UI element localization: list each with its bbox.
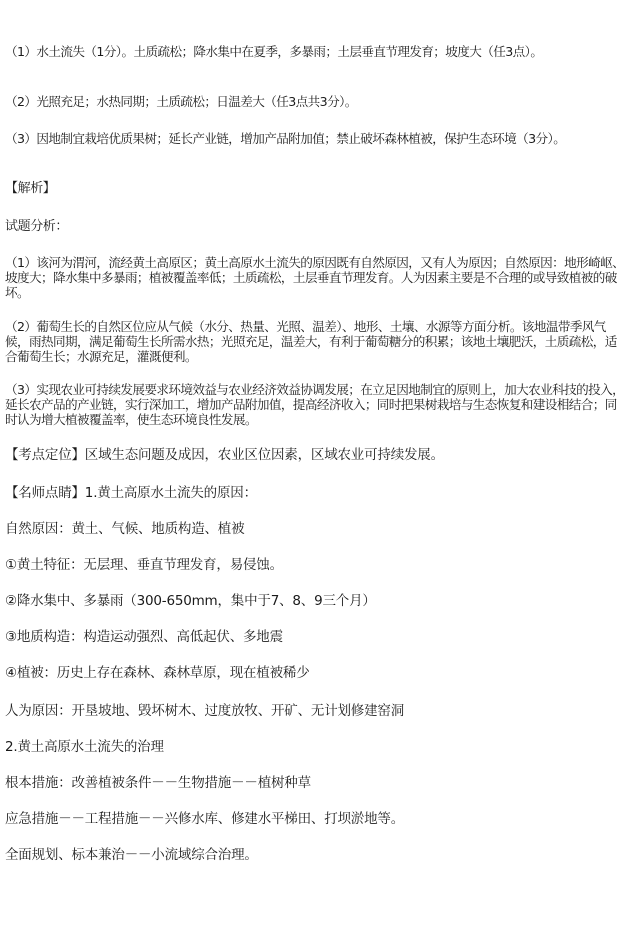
human-causes: 人为原因：开垦坡地、毁坏树木、过度放牧、开矿、无计划修建窑洞 bbox=[5, 703, 404, 719]
geology-feature: ③地质构造：构造运动强烈、高低起伏、多地震 bbox=[5, 629, 283, 645]
rainfall-feature: ②降水集中、多暴雨（300-650mm，集中于7、8、9三个月） bbox=[5, 593, 376, 609]
answer-item-1: （1）水土流失（1分）。土质疏松；降水集中在夏季，多暴雨；土层垂直节理发育；坡度大（任3点）。 bbox=[5, 44, 543, 59]
emergency-measure: 应急措施－－工程措施－－兴修水库、修建水平梯田、打坝淤地等。 bbox=[5, 811, 404, 827]
answer-item-2: （2）光照充足；水热同期；土质疏松；日温差大（任3点共3分）。 bbox=[5, 94, 357, 109]
root-measure: 根本措施：改善植被条件－－生物措施－－植树种草 bbox=[5, 775, 311, 791]
loess-feature: ①黄土特征：无层理、垂直节理发育，易侵蚀。 bbox=[5, 557, 283, 573]
key-points: 【考点定位】区域生态问题及成因，农业区位因素，区域农业可持续发展。 bbox=[5, 447, 444, 463]
natural-causes: 自然原因：黄土、气候、地质构造、植被 bbox=[5, 521, 245, 537]
analysis-heading: 【解析】 bbox=[5, 181, 56, 196]
analysis-paragraph-2: （2）葡萄生长的自然区位应从气候（水分、热量、光照、温差）、地形、土壤、水源等方面分析。该地温带季风气候，雨热同期，满足葡萄生长所需水热；光照充足，温差大，有利于葡萄糖分的积累；该地土壤肥沃，土质疏松，适合葡萄生长；水源充足，灌溉便利。 bbox=[5, 319, 617, 364]
analysis-paragraph-3: （3）实现农业可持续发展要求环境效益与农业经济效益协调发展；在立足因地制宜的原则上，加大农业科技的投入，延长农产品的产业链，实行深加工，增加产品附加值，提高经济收入；同时把果树栽培与生态恢复和建设相结合；同时认为增大植被覆盖率，使生态环境良性发展。 bbox=[5, 382, 625, 427]
answer-item-3: （3）因地制宜栽培优质果树；延长产业链，增加产品附加值；禁止破坏森林植被，保护生态环境（3分）。 bbox=[5, 131, 566, 146]
overall-measure: 全面规划、标本兼治－－小流域综合治理。 bbox=[5, 847, 258, 863]
analysis-intro: 试题分析： bbox=[5, 219, 69, 234]
analysis-paragraph-1: （1）该河为渭河，流经黄土高原区；黄土高原水土流失的原因既有自然原因，又有人为原因；自然原因：地形崎岖、坡度大；降水集中多暴雨；植被覆盖率低；土质疏松，土层垂直节理发育。人为因素主要是不合理的或导致植被的破坏。 bbox=[5, 255, 625, 300]
vegetation-feature: ④植被：历史上存在森林、森林草原，现在植被稀少 bbox=[5, 665, 310, 681]
control-heading: 2.黄土高原水土流失的治理 bbox=[5, 739, 164, 755]
tips-heading: 【名师点睛】1.黄土高原水土流失的原因： bbox=[5, 485, 257, 501]
